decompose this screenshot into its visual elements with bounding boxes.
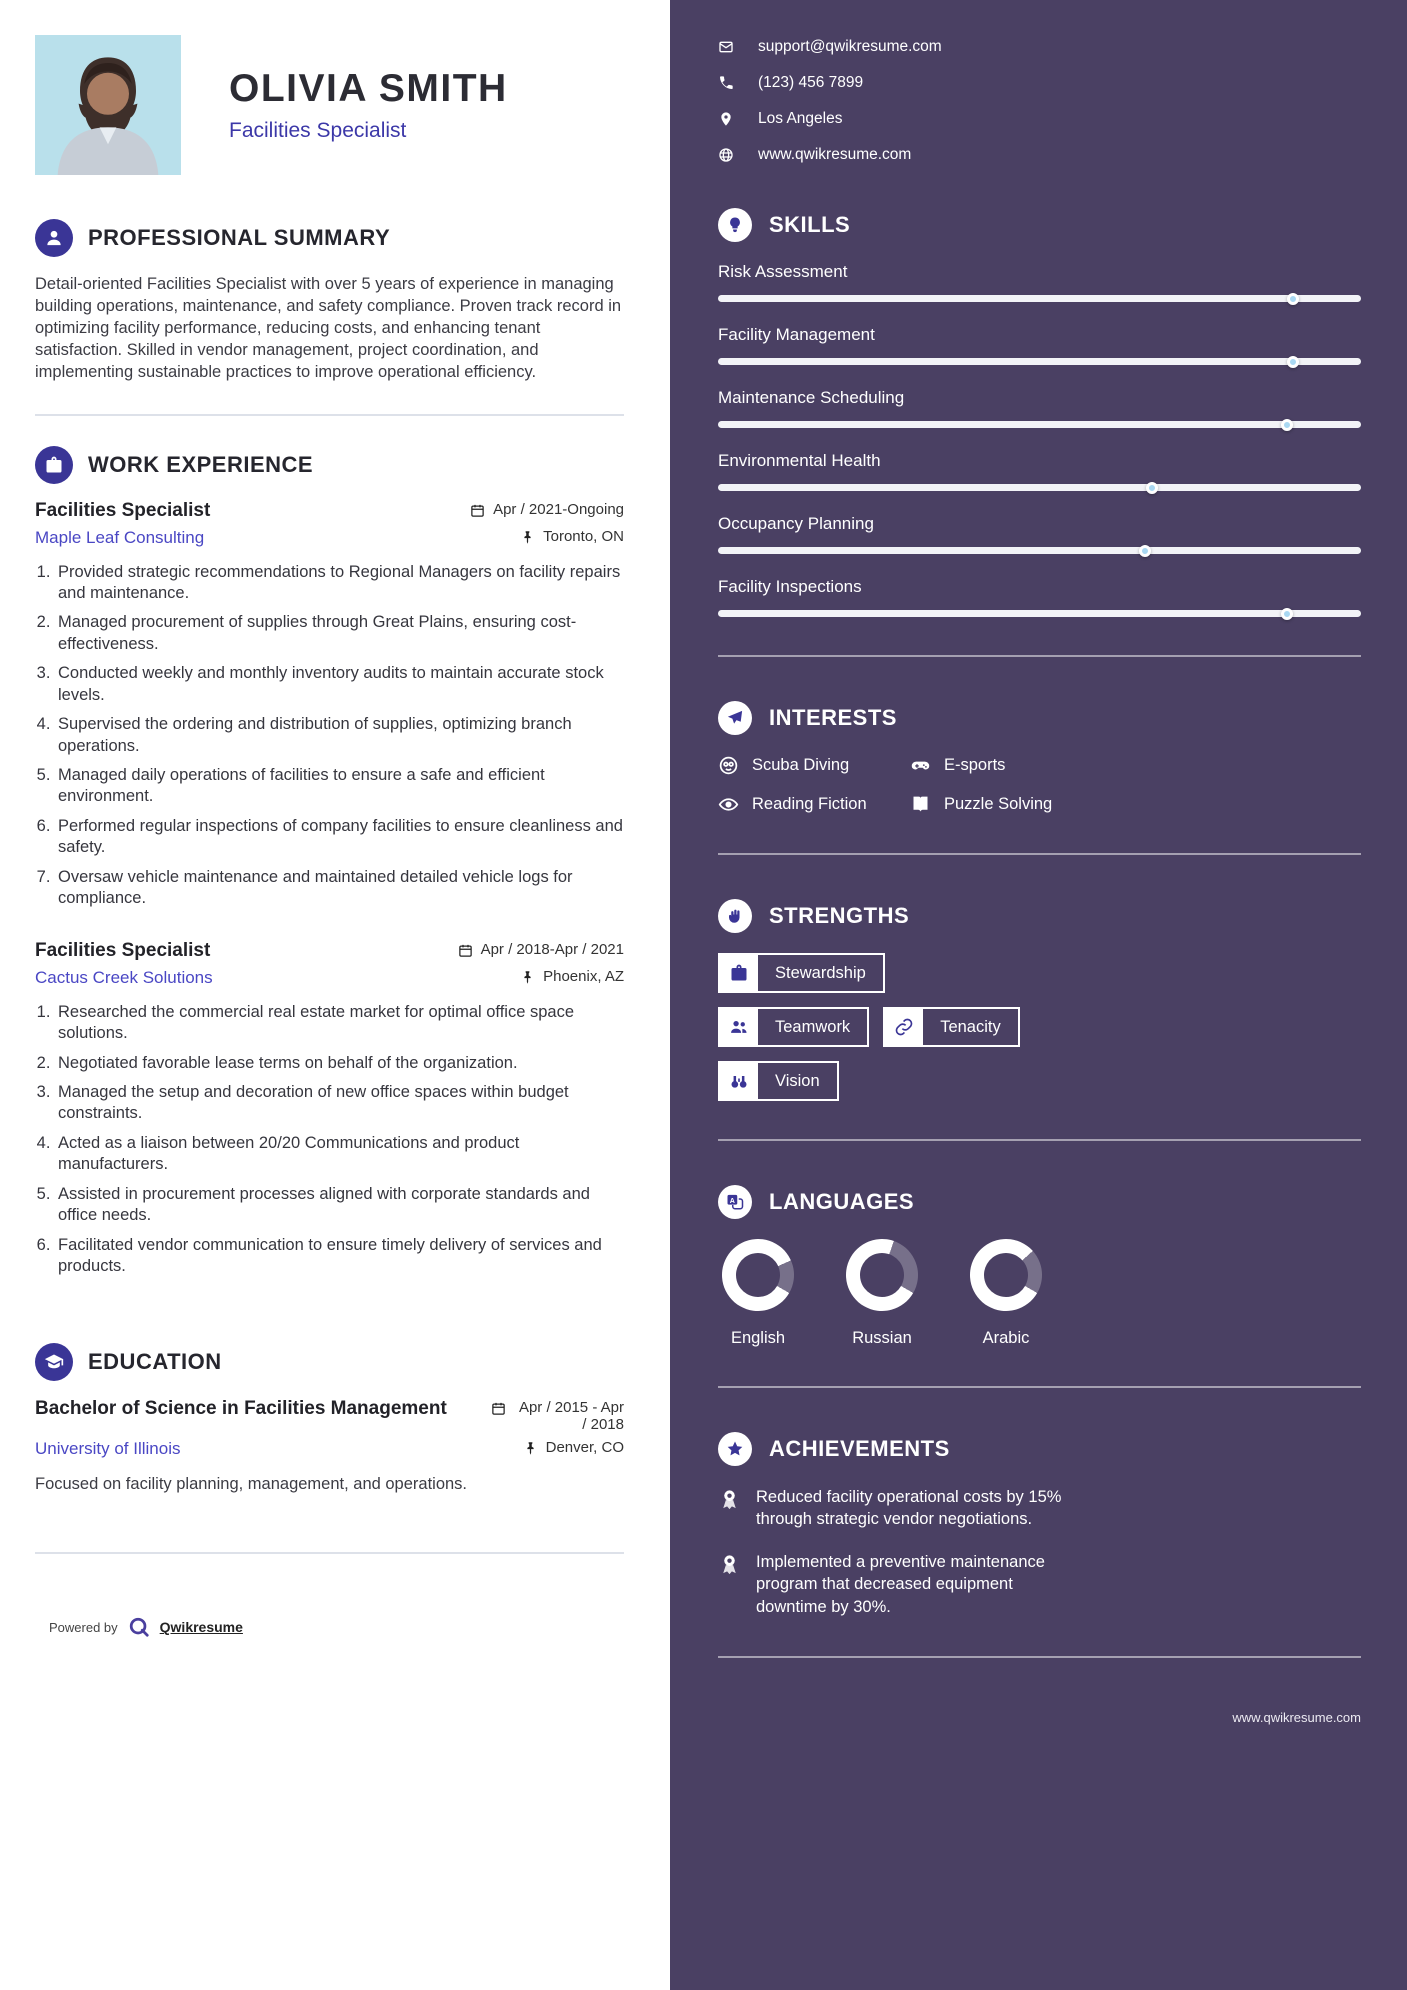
job-entry [35,500,624,910]
powered-by-footer [35,1616,624,1638]
person-icon [35,219,73,257]
paper-plane-icon [718,701,752,735]
qwikresume-link[interactable]: Qwikresume [159,1619,243,1636]
strengths-header [718,899,1361,933]
interests-heading: INTERESTS [769,705,897,730]
strength-chips [718,953,1048,1101]
phone-icon [718,75,734,91]
globe-icon [718,147,734,163]
skill-slider [718,484,1361,491]
person-name: OLIVIA SMITH [229,67,508,110]
language-item: Russian [842,1239,922,1348]
bulb-icon [718,208,752,242]
summary-heading: PROFESSIONAL SUMMARY [88,225,391,250]
sidebar-divider [718,1656,1361,1658]
slider-thumb[interactable] [1146,482,1158,494]
summary-header [35,219,624,257]
skill-item: Risk Assessment [718,262,1361,302]
job-location: Phoenix, AZ [520,968,624,985]
skills-heading: SKILLS [769,212,851,237]
sidebar-divider [718,1139,1361,1141]
bullet: 7. Oversaw vehicle maintenance and maintained detailed vehicle logs for compliance. [55,867,624,910]
book-icon [910,794,931,815]
language-donut [709,1226,807,1324]
work-experience-section [35,446,624,1278]
bullet: 2. Negotiated favorable lease terms on behalf of the organization. [55,1053,624,1074]
website-link[interactable]: www.qwikresume.com [758,146,912,163]
achievements-section [718,1432,1361,1618]
strength-chip: Teamwork [718,1007,869,1047]
achievement-item: Reduced facility operational costs by 15% through strategic vendor negotiations. [718,1486,1088,1531]
binoculars-icon [720,1063,758,1099]
briefcase-icon [35,446,73,484]
slider-thumb[interactable] [1281,608,1293,620]
interests-section [718,701,1361,815]
strengths-heading: STRENGTHS [769,903,910,928]
languages-row [718,1239,1361,1348]
svg-text:A: A [729,1196,735,1205]
scuba-mask-icon [718,755,739,776]
skill-slider [718,358,1361,365]
education-location: Denver, CO [523,1439,624,1456]
language-donut [833,1226,931,1324]
bullet: 5. Assisted in procurement processes aligned with corporate standards and office needs. [55,1184,624,1227]
sidebar-website-footer: www.qwikresume.com [1232,1710,1361,1726]
education-note: Focused on facility planning, management, and operations. [35,1475,468,1494]
skill-item: Occupancy Planning [718,514,1361,554]
job-dates: Apr / 2018-Apr / 2021 [458,941,624,958]
calendar-icon [470,503,485,518]
star-icon [718,1432,752,1466]
contact-email [718,38,1361,56]
bullet: 1. Researched the commercial real estate market for optimal office space solutions. [55,1002,624,1045]
job-bullets [35,562,624,910]
email-link[interactable]: support@qwikresume.com [758,38,942,55]
languages-header [718,1185,1361,1219]
sidebar-divider [718,853,1361,855]
work-header [35,446,624,484]
contact-phone [718,74,1361,92]
section-divider [35,1552,624,1554]
graduation-cap-icon [35,1343,73,1381]
main-column [0,0,670,1990]
envelope-icon [718,39,734,55]
language-icon [718,1185,752,1219]
medal-icon [718,1553,741,1576]
job-title: Facilities Specialist [35,499,211,521]
skill-item: Facility Inspections [718,577,1361,617]
eye-icon [718,794,739,815]
bullet: 4. Supervised the ordering and distribution of supplies, optimizing branch operations. [55,714,624,757]
job-title: Facilities Specialist [35,939,211,961]
skills-section [718,208,1361,617]
sidebar-divider [718,655,1361,657]
education-dates: Apr / 2015 - Apr / 2018 [491,1399,624,1433]
donut-hole [976,1245,1036,1305]
achievements-header [718,1432,1361,1466]
contact-website [718,146,1361,164]
interests-header [718,701,1361,735]
summary-text: Detail-oriented Facilities Specialist with over 5 years of experience in managing building operations, maintenance, and safety compliance. Proven track record in optimizing facility performance, reducing costs, and enhancing tenant satisfaction. Skilled in vendor management, project coordination, and implementing sustainable practices to improve operational efficiency. [35,275,622,382]
phone-number: (123) 456 7899 [758,74,864,91]
medal-icon [718,1488,741,1511]
skill-item: Environmental Health [718,451,1361,491]
bullet: 6. Performed regular inspections of company facilities to ensure cleanliness and safety. [55,816,624,859]
game-controller-icon [910,755,931,776]
language-donut [957,1226,1055,1324]
achievements-heading: ACHIEVEMENTS [769,1436,950,1461]
skills-header [718,208,1361,242]
pushpin-icon [520,530,535,545]
contact-block [718,38,1361,164]
bullet: 3. Managed the setup and decoration of new office spaces within budget constraints. [55,1082,624,1125]
bullet: 2. Managed procurement of supplies through Great Plains, ensuring cost-effectiveness. [55,612,624,655]
school-link[interactable]: University of Illinois [35,1439,181,1459]
bullet: 5. Managed daily operations of facilities to ensure a safe and efficient environment. [55,765,624,808]
skill-slider [718,547,1361,554]
bullet: 4. Acted as a liaison between 20/20 Communications and product manufacturers. [55,1133,624,1176]
company-link[interactable]: Cactus Creek Solutions [35,967,213,987]
strength-chip: Vision [718,1061,839,1101]
profile-photo-placeholder [35,35,181,175]
sidebar-divider [718,1386,1361,1388]
sidebar [670,0,1407,1990]
job-bullets [35,1002,624,1278]
job-dates: Apr / 2021-Ongoing [470,501,624,518]
pushpin-icon [520,970,535,985]
interest-item: Puzzle Solving [910,794,1361,815]
education-section [35,1343,624,1494]
skill-slider [718,421,1361,428]
map-marker-icon [718,111,734,127]
qwikresume-logo [128,1616,150,1638]
education-heading: EDUCATION [88,1349,222,1375]
donut-hole [728,1245,788,1305]
calendar-icon [458,943,473,958]
contact-location [718,110,1361,128]
skill-item: Facility Management [718,325,1361,365]
link-icon [885,1009,923,1045]
section-divider [35,414,624,416]
strength-chip: Stewardship [718,953,885,993]
languages-heading: LANGUAGES [769,1189,915,1214]
powered-by-label: Powered by [49,1619,118,1635]
interest-item: Reading Fiction [718,794,900,815]
work-heading: WORK EXPERIENCE [88,451,314,477]
person-title: Facilities Specialist [229,119,407,142]
calendar-icon [491,1401,506,1416]
bullet: 6. Facilitated vendor communication to ensure timely delivery of services and products. [55,1235,624,1278]
people-icon [720,1009,758,1045]
summary-section [35,219,624,384]
pushpin-icon [523,1441,538,1456]
briefcase-icon [720,955,758,991]
slider-thumb[interactable] [1287,293,1299,305]
language-item: English [718,1239,798,1348]
achievement-item: Implemented a preventive maintenance program that decreased equipment downtime by 30%. [718,1551,1088,1618]
bullet: 3. Conducted weekly and monthly inventory audits to maintain accurate stock levels. [55,663,624,706]
skill-item: Maintenance Scheduling [718,388,1361,428]
slider-thumb[interactable] [1139,545,1151,557]
skill-slider [718,295,1361,302]
interest-item: Scuba Diving [718,755,900,776]
languages-section [718,1185,1361,1348]
bullet: 1. Provided strategic recommendations to Regional Managers on facility repairs and maintenance. [55,562,624,605]
fist-icon [718,899,752,933]
strength-chip: Tenacity [883,1007,1020,1047]
strengths-section [718,899,1361,1101]
slider-thumb[interactable] [1287,356,1299,368]
language-item: Arabic [966,1239,1046,1348]
interest-item: E-sports [910,755,1361,776]
donut-hole [852,1245,912,1305]
job-entry [35,940,624,1278]
education-header [35,1343,624,1381]
name-block [229,67,508,143]
company-link[interactable]: Maple Leaf Consulting [35,527,205,547]
job-location: Toronto, ON [520,528,624,545]
interests-grid [718,755,1361,815]
skill-slider [718,610,1361,617]
location-text: Los Angeles [758,110,843,127]
profile-photo [35,35,181,175]
slider-thumb[interactable] [1281,419,1293,431]
resume-header [35,35,624,175]
degree-title: Bachelor of Science in Facilities Management [35,1398,447,1420]
